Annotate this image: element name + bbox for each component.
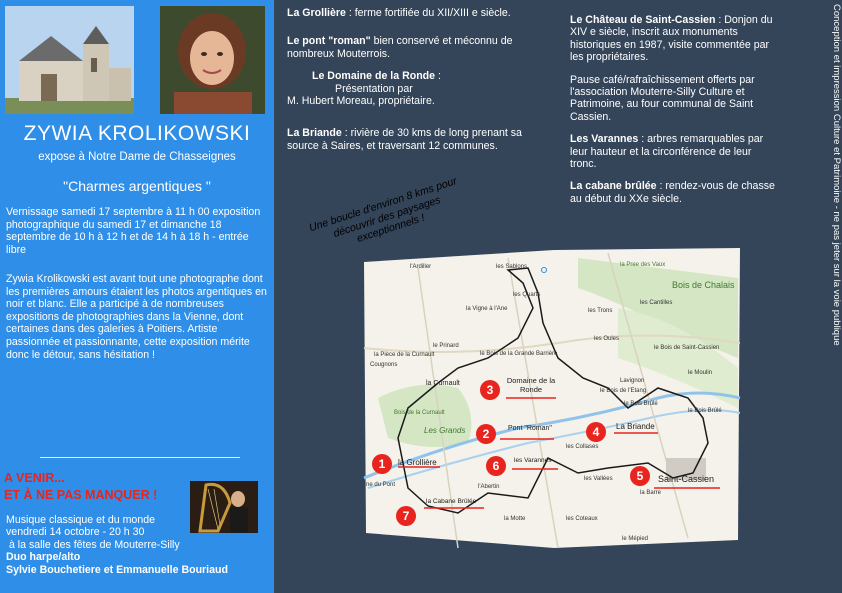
chateau-text: : Donjon du XIV e siècle, inscrit aux monuments historiques en 1987, visite commentée par les propriétaires. xyxy=(570,14,773,64)
map-label: l'Ardiller xyxy=(410,264,432,270)
map-label: les Collases xyxy=(566,444,599,450)
place-les-grands: Les Grands xyxy=(424,426,466,435)
vertical-credit: Conception et impression Culture et Patrimoine - ne pas jeter sur la voie publique xyxy=(831,4,842,346)
map-label: la Pièce de la Curnault xyxy=(374,352,435,358)
pont-name: Le pont "roman" xyxy=(287,35,371,48)
briande-name: La Briande xyxy=(287,127,342,140)
expose-line: expose à Notre Dame de Chasseignes xyxy=(38,151,236,163)
briande-entry xyxy=(287,127,522,152)
place-bois-chalais: Bois de Chalais xyxy=(672,280,735,290)
walking-map xyxy=(358,248,742,558)
place-cabane-brulee: la Cabane Brûlée xyxy=(426,498,477,505)
map-marker: 4 xyxy=(586,422,606,442)
chateau-entry xyxy=(570,14,780,64)
map-label: le Bois de la Grande Barrière xyxy=(480,351,558,357)
map-label: la Pree des Vaux xyxy=(620,262,666,268)
place-saint-cassien: Saint-Cassien xyxy=(658,474,715,484)
ronde-name: Le Domaine de la Ronde xyxy=(312,70,436,83)
map-label: ne du Pont xyxy=(366,482,396,488)
map-marker: 1 xyxy=(372,454,392,474)
map-label: les Cantilles xyxy=(640,300,673,306)
map-label: les Trons xyxy=(588,308,613,314)
cabane-entry xyxy=(570,180,780,205)
ronde-entry xyxy=(287,70,542,107)
concert-line-3: à la salle des fêtes de Mouterre-Silly xyxy=(6,538,180,551)
map-label: le Prinard xyxy=(433,343,459,349)
sites-column-1 xyxy=(287,7,542,162)
map-label: le Mépied xyxy=(622,536,649,542)
map-label: le Bois Brûlé xyxy=(624,401,658,407)
map-label: les Coteaux xyxy=(566,516,598,522)
map-marker: 2 xyxy=(476,424,496,444)
varannes-entry xyxy=(570,133,780,170)
grolliere-entry xyxy=(287,7,542,19)
pont-text: bien conservé et méconnu de nombreux Mouterrois. xyxy=(287,35,513,60)
varannes-text: : arbres remarquables par leur hauteur et la circonférence de leur tronc. xyxy=(570,133,764,171)
map-background xyxy=(358,248,742,558)
ronde-line-3: M. Hubert Moreau, propriétaire. xyxy=(287,95,435,108)
map-marker: 6 xyxy=(486,456,506,476)
sites-column-2 xyxy=(570,14,780,215)
map-label: les Sablons xyxy=(496,264,528,270)
chateau-name: Le Château de Saint-Cassien xyxy=(570,14,716,26)
ronde-suffix: : xyxy=(435,70,441,83)
upcoming-line-2: ET À NE PAS MANQUER ! xyxy=(4,488,158,502)
place-domaine-ronde: Domaine de la Ronde xyxy=(506,376,556,394)
map-label: les Oules xyxy=(594,336,620,342)
map-label: le Bois de l'Etang xyxy=(600,388,647,394)
artist-name: ZYWIA KROLIKOWSKI xyxy=(23,122,251,145)
concert-line-4: Duo harpe/alto xyxy=(6,551,81,564)
map-label: le Moulin xyxy=(688,370,713,376)
exhibition-title: "Charmes argentiques " xyxy=(63,178,211,194)
map-marker: 7 xyxy=(396,506,416,526)
map-label: les Quarts xyxy=(513,292,541,298)
place-la-curnault: la Curnault xyxy=(426,380,460,387)
map-label: les Vallées xyxy=(584,476,613,482)
map-label: la Vigne à l'Ane xyxy=(466,306,508,312)
cabane-text: : rendez-vous de chasse au début du XXe siècle. xyxy=(570,180,775,205)
place-varannes: les Varannes xyxy=(514,457,552,464)
map-label: Lavignon xyxy=(620,378,645,384)
briande-text: : rivière de 30 kms de long prenant sa source à Saires, et traversant 12 communes. xyxy=(287,127,522,152)
grolliere-text: : ferme fortifiée du XII/XIII e siècle. xyxy=(345,7,511,19)
place-pont-roman: Pont "Roman" xyxy=(508,425,552,432)
left-panel xyxy=(0,0,274,593)
upcoming-heading xyxy=(4,470,157,504)
place-grolliere: la Grollière xyxy=(398,458,437,467)
concert-line-2: vendredi 14 octobre - 20 h 30 xyxy=(6,526,145,539)
pont-entry xyxy=(287,35,542,60)
pause-entry: Pause café/rafraîchissement offerts par l'association Mouterre-Silly Culture et Patrimoine, au four communal de Saint Cassien. xyxy=(570,73,755,123)
artist-bio: Zywia Krolikowski est avant tout une photographe dont les premières amours étaient les photos argentiques en noir et blanc. Elle a participé à de nombreuses expositions de photographies dans la Vienne, dont certaines dans des galeries à Poitiers. Artiste passionnée et passionnante, cette exposition mérite donc le détour, sans hésitation ! xyxy=(6,273,267,361)
map-label: l'Abertin xyxy=(478,484,500,490)
concert-info xyxy=(6,514,271,576)
divider xyxy=(40,457,240,458)
upcoming-line-1: A VENIR... xyxy=(4,471,65,485)
map-label: le Bois de Saint-Cassien xyxy=(654,345,720,351)
map-marker: 5 xyxy=(630,466,650,486)
concert-line-5: Sylvie Bouchetiere et Emmanuelle Bouriaud xyxy=(6,563,228,576)
map-label: Bois de la Curnault xyxy=(394,410,445,416)
vernissage-text: Vernissage samedi 17 septembre à 11 h 00 exposition photographique du samedi 17 et dimanche 18 septembre de 10 h à 12 h et de 14 h à 18 h - entrée libre xyxy=(6,206,261,256)
varannes-name: Les Varannes xyxy=(570,133,639,146)
artist-portrait xyxy=(160,6,265,114)
loop-caption: Une boucle d'environ 8 kms pour découvrir des paysages exceptionnels ! xyxy=(307,175,459,246)
map-marker: 3 xyxy=(480,380,500,400)
grolliere-name: La Grollière xyxy=(287,7,346,19)
concert-line-1: Musique classique et du monde xyxy=(6,514,155,526)
map-label: le Bois Brûlé xyxy=(688,408,722,414)
map-label: la Motte xyxy=(504,516,526,522)
ronde-line-2: Présentation par xyxy=(335,82,413,95)
cabane-name: La cabane brûlée xyxy=(570,180,657,193)
church-photo xyxy=(5,6,134,114)
map-label: Cougnons xyxy=(370,362,398,368)
place-la-briande: La Briande xyxy=(616,422,655,431)
map-label: la Barre xyxy=(640,490,662,496)
